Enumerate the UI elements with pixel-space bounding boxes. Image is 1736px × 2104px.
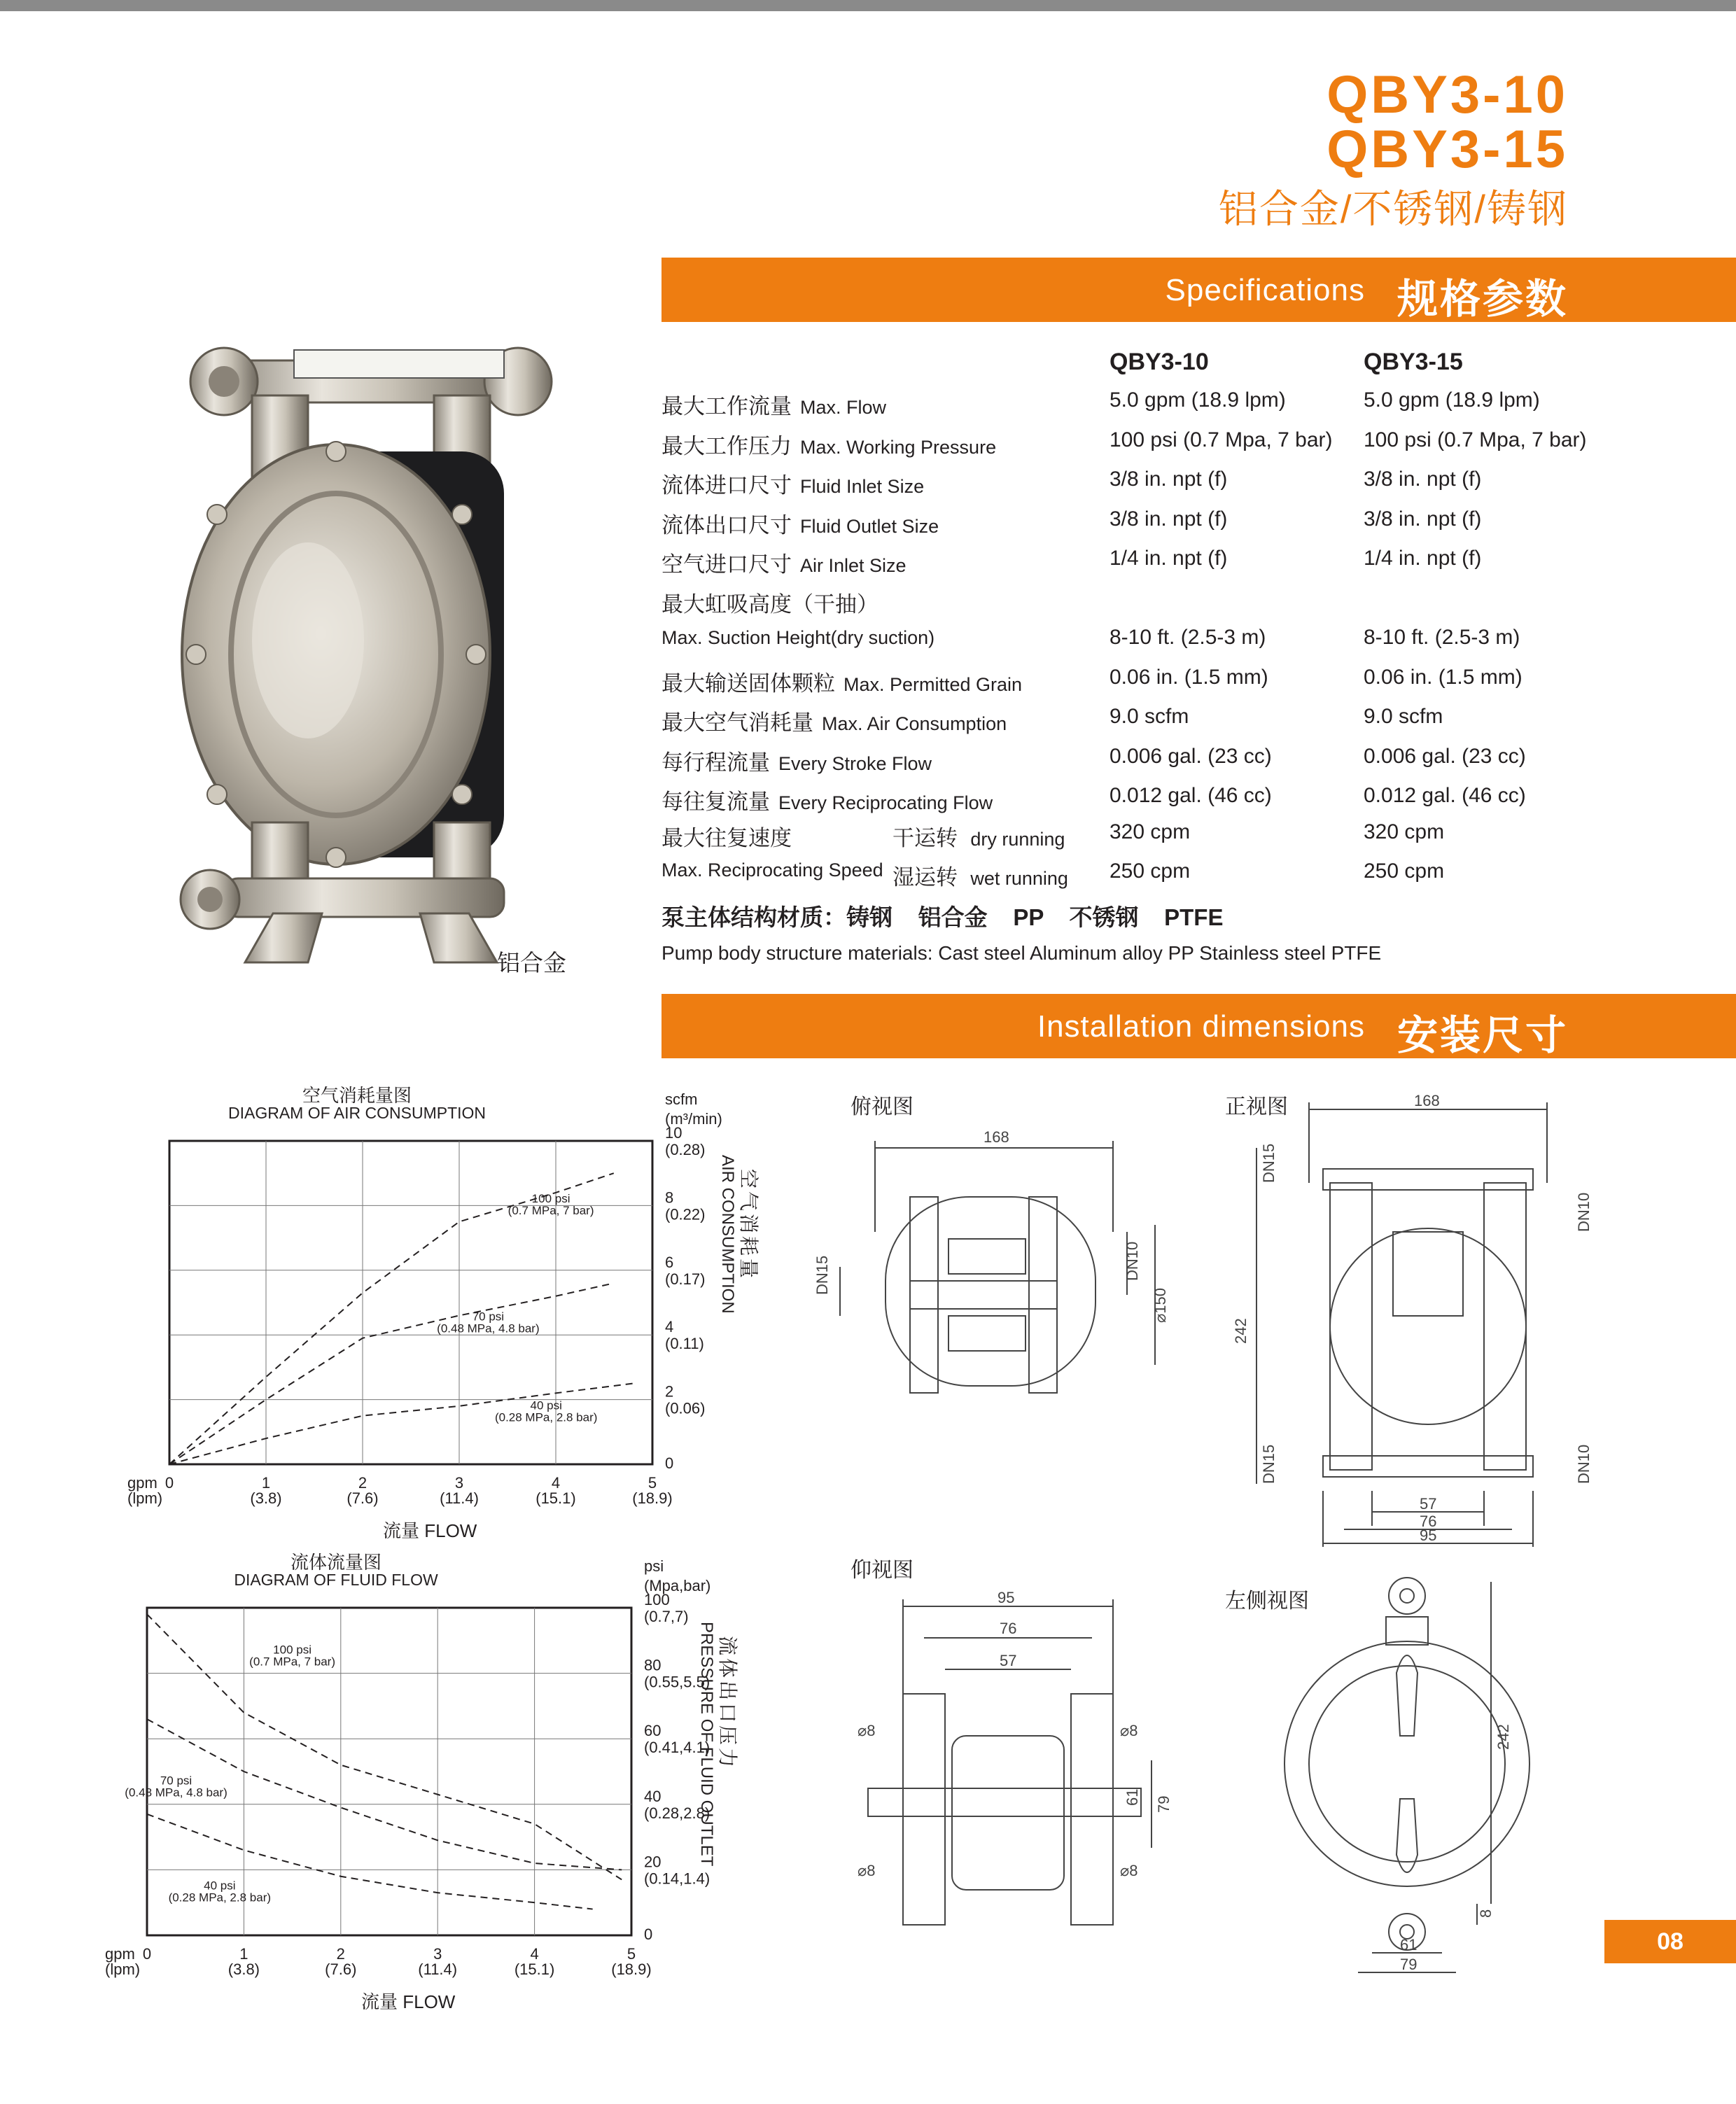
spec-value-2: 0.012 gal. (46 cc)	[1364, 784, 1526, 807]
x-unit-sub: (lpm)	[105, 1961, 141, 1978]
spec-label-cn: 最大输送固体颗粒	[662, 671, 835, 696]
x-axis-title: 流量 FLOW	[383, 1520, 477, 1541]
series-label-sub: (0.48 MPa, 4.8 bar)	[437, 1321, 540, 1335]
spec-label	[662, 468, 924, 499]
spec-label	[662, 626, 934, 650]
spec-label-en: Max. Working Pressure	[800, 436, 997, 458]
x-tick-label: 5	[648, 1474, 657, 1492]
series-label-sub: (0.28 MPa, 2.8 bar)	[168, 1891, 272, 1905]
spec-label-en: Every Reciprocating Flow	[778, 792, 993, 813]
spec-value-1: 3/8 in. npt (f)	[1110, 468, 1228, 491]
col-head-1: QBY3-10	[1110, 349, 1209, 375]
top-view-drawing	[813, 1120, 1197, 1421]
installation-bar-cn: 安装尺寸	[1396, 1013, 1568, 1058]
x-tick-sublabel: (18.9)	[632, 1489, 673, 1507]
product-image	[168, 332, 602, 976]
dim-d8: ⌀8	[858, 1862, 876, 1879]
spec-value-1: 320 cpm	[1110, 820, 1191, 843]
dim-76: 76	[1000, 1620, 1017, 1637]
y-tick-label: 60	[644, 1722, 662, 1740]
x-tick-label: 3	[433, 1945, 442, 1963]
spec-value-1: 0.012 gal. (46 cc)	[1110, 784, 1272, 807]
x-tick-label: 2	[358, 1474, 368, 1492]
y-tick-label: 0	[644, 1926, 653, 1943]
x-tick-sublabel: (3.8)	[250, 1489, 282, 1507]
x-tick-sublabel: (11.4)	[418, 1961, 458, 1978]
spec-value-1: 1/4 in. npt (f)	[1110, 547, 1228, 570]
spec-value-1: 100 psi (0.7 Mpa, 7 bar)	[1110, 428, 1333, 451]
y-tick-label: 20	[644, 1853, 662, 1871]
x-unit: gpm	[105, 1945, 135, 1963]
x-axis-title: 流量 FLOW	[361, 1991, 456, 2012]
y-tick-label: 8	[665, 1188, 674, 1207]
spec-value-2: 250 cpm	[1364, 860, 1445, 883]
spec-label-cn: 流体出口尺寸	[662, 512, 792, 538]
spec-label-en: Max. Air Consumption	[822, 713, 1007, 734]
spec-row	[662, 547, 1642, 586]
dim-79: 79	[1155, 1795, 1172, 1813]
spec-row	[662, 784, 1642, 823]
spec-value-1: 8-10 ft. (2.5-3 m)	[1110, 626, 1266, 649]
y-tick-label: 40	[644, 1787, 662, 1805]
spec-label-cn: 最大虹吸高度（干抽）	[662, 591, 878, 617]
spec-label	[662, 388, 886, 420]
chart-subtitle: DIAGRAM OF FLUID FLOW	[234, 1571, 438, 1589]
x-tick-sublabel: (3.8)	[227, 1961, 260, 1978]
spec-value-1: 5.0 gpm (18.9 lpm)	[1110, 388, 1286, 412]
spec-value-1: 0.06 in. (1.5 mm)	[1110, 665, 1268, 689]
y-tick-label: 2	[665, 1382, 674, 1401]
col-head-2: QBY3-15	[1364, 349, 1463, 375]
series-label: 70 psi	[160, 1774, 192, 1788]
materials-en: Pump body structure materials: Cast steel Aluminum alloy PP Stainless steel PTFE	[662, 942, 1382, 964]
spec-label-en: Max. Reciprocating Speed	[662, 860, 883, 881]
spec-label-cn: 最大往复速度	[662, 826, 792, 850]
y-tick-label: 100	[644, 1591, 670, 1608]
dim-61: 61	[1124, 1788, 1141, 1806]
spec-value-1: 0.006 gal. (23 cc)	[1110, 744, 1272, 768]
y-unit: psi	[644, 1557, 664, 1575]
series-label: 40 psi	[204, 1879, 236, 1893]
spec-row	[662, 507, 1642, 547]
x-unit-sub: (lpm)	[127, 1489, 163, 1507]
y-unit: scfm	[665, 1090, 698, 1108]
spec-row	[662, 745, 1642, 784]
chart-subtitle: DIAGRAM OF AIR CONSUMPTION	[227, 1104, 486, 1122]
x-tick-label: 1	[239, 1945, 248, 1963]
y-tick-label: 6	[665, 1253, 674, 1271]
x-tick-sublabel: (7.6)	[325, 1961, 357, 1978]
spec-value-2: 5.0 gpm (18.9 lpm)	[1364, 388, 1540, 412]
spec-value-2: 8-10 ft. (2.5-3 m)	[1364, 626, 1520, 649]
series-label: 70 psi	[472, 1310, 505, 1324]
spec-label	[662, 745, 932, 776]
spec-label-en: Max. Suction Height(dry suction)	[662, 627, 935, 648]
series-label: 40 psi	[530, 1398, 562, 1412]
dim-d8: ⌀8	[1120, 1862, 1138, 1879]
spec-value-2: 0.06 in. (1.5 mm)	[1364, 665, 1522, 689]
spec-label-en: Fluid Inlet Size	[800, 476, 925, 497]
spec-row	[662, 468, 1642, 507]
installation-bar	[662, 994, 1736, 1058]
x-unit: gpm	[127, 1474, 158, 1492]
dim-168: 168	[1414, 1092, 1440, 1109]
x-tick-label: 0	[164, 1474, 174, 1492]
dim-61: 61	[1400, 1936, 1418, 1954]
chart-title: 空气消耗量图	[302, 1085, 412, 1106]
spec-row	[662, 666, 1642, 705]
dim-242: 242	[1494, 1724, 1512, 1750]
spec-label	[662, 784, 993, 815]
dim-dn15: DN15	[813, 1255, 831, 1295]
spec-label-en: Every Stroke Flow	[778, 752, 932, 774]
spec-value-1: 3/8 in. npt (f)	[1110, 507, 1228, 531]
dim-76: 76	[1420, 1513, 1437, 1530]
pump-illustration	[168, 332, 602, 976]
series-label-sub: (0.48 MPa, 4.8 bar)	[125, 1786, 227, 1800]
product-caption: 铝合金	[497, 950, 566, 976]
spec-row	[662, 626, 1642, 665]
x-tick-label: 5	[626, 1945, 636, 1963]
dim-95: 95	[997, 1589, 1015, 1606]
spec-label-cn: 最大工作压力	[662, 433, 792, 458]
series-label-sub: (0.28 MPa, 2.8 bar)	[494, 1410, 598, 1424]
front-view-drawing	[1218, 1092, 1610, 1547]
spec-label-cn: 流体进口尺寸	[662, 473, 792, 498]
dim-168: 168	[983, 1128, 1009, 1146]
dim-95: 95	[1420, 1527, 1437, 1544]
series-label: 100 psi	[273, 1643, 312, 1657]
spec-label-cn: 空气进口尺寸	[662, 552, 792, 577]
y-tick-sublabel: (0.55,5.5)	[644, 1673, 710, 1691]
dim-dn15: DN15	[1260, 1143, 1278, 1183]
y-unit-sub: (m³/min)	[665, 1110, 722, 1128]
dim-dn10: DN10	[1575, 1192, 1592, 1232]
series-label: 100 psi	[531, 1191, 570, 1205]
spec-value-2: 100 psi (0.7 Mpa, 7 bar)	[1364, 428, 1587, 451]
page-number: 08	[1604, 1920, 1736, 1963]
dim-57: 57	[1000, 1652, 1017, 1669]
spec-value-1: 250 cpm	[1110, 860, 1191, 883]
y-tick-sublabel: (0.7,7)	[644, 1608, 689, 1625]
spec-label-cn: 最大空气消耗量	[662, 710, 813, 735]
spec-value-2: 1/4 in. npt (f)	[1364, 547, 1482, 570]
spec-value-2: 3/8 in. npt (f)	[1364, 468, 1482, 491]
chart-title: 流体流量图	[290, 1552, 382, 1573]
materials-cn: 泵主体结构材质：铸钢 铝合金 PP 不锈钢 PTFE	[662, 904, 1224, 930]
spec-label-cn: 最大工作流量	[662, 394, 792, 419]
installation-bar-en: Installation dimensions	[1037, 1009, 1365, 1044]
y-tick-sublabel: (0.17)	[665, 1270, 706, 1288]
dim-242: 242	[1232, 1318, 1250, 1344]
spec-label-en: Max. Permitted Grain	[844, 673, 1023, 695]
x-tick-label: 0	[142, 1945, 152, 1963]
y-tick-sublabel: (0.06)	[665, 1399, 706, 1417]
model-title-1: QBY3-10	[1326, 65, 1568, 125]
y-tick-sublabel: (0.28)	[665, 1141, 706, 1158]
series-label-sub: (0.7 MPa, 7 bar)	[507, 1203, 594, 1217]
y-axis-title-en: AIR CONSUMPTION	[718, 1155, 737, 1314]
specifications-bar	[662, 258, 1736, 322]
spec-label	[662, 666, 1022, 697]
y-axis-title-cn: 流体出口压力	[717, 1636, 738, 1771]
y-tick-label: 80	[644, 1656, 662, 1674]
dry-running-label: 干运转 dry running	[892, 826, 1065, 850]
series-line	[147, 1614, 622, 1879]
spec-label-en: Fluid Outlet Size	[800, 515, 939, 537]
dim-8: 8	[1477, 1909, 1494, 1918]
x-tick-label: 3	[454, 1474, 464, 1492]
x-tick-label: 4	[551, 1474, 561, 1492]
spec-label-en: Air Inlet Size	[800, 555, 906, 576]
x-tick-sublabel: (15.1)	[536, 1489, 576, 1507]
y-tick-label: 10	[665, 1124, 682, 1142]
model-title-2: QBY3-15	[1326, 120, 1568, 179]
y-tick-sublabel: (0.14,1.4)	[644, 1870, 710, 1888]
spec-row	[662, 705, 1642, 744]
x-tick-label: 1	[261, 1474, 271, 1492]
spec-label	[662, 705, 1007, 736]
x-tick-sublabel: (11.4)	[440, 1489, 479, 1507]
dim-dn10: DN10	[1124, 1241, 1141, 1281]
dim-d8: ⌀8	[1120, 1722, 1138, 1739]
view-label-bottom: 仰视图	[850, 1559, 913, 1582]
y-axis-title-en: PRESSURE OF FLUID OUTLET	[697, 1622, 716, 1867]
left-view-drawing	[1281, 1575, 1603, 1981]
x-tick-sublabel: (7.6)	[346, 1489, 379, 1507]
specifications-bar-en: Specifications	[1165, 273, 1365, 307]
spec-value-2: 320 cpm	[1364, 820, 1445, 843]
x-tick-sublabel: (18.9)	[611, 1961, 652, 1978]
spec-value-2: 0.006 gal. (23 cc)	[1364, 744, 1526, 768]
materials-subtitle: 铝合金/不锈钢/铸钢	[1218, 187, 1568, 231]
series-label-sub: (0.7 MPa, 7 bar)	[249, 1655, 336, 1669]
spec-label-en: Max. Flow	[800, 397, 887, 418]
series-line	[169, 1283, 614, 1464]
dim-dn10-bottom: DN10	[1575, 1444, 1592, 1484]
y-axis-title-cn: 空气消耗量	[738, 1169, 760, 1282]
spec-label	[662, 587, 878, 618]
dim-d8: ⌀8	[858, 1722, 876, 1739]
spec-row-speed-dry	[662, 820, 1642, 860]
x-tick-sublabel: (15.1)	[514, 1961, 555, 1978]
fluid-flow-plot	[105, 1548, 777, 2010]
wet-running-label: 湿运转 wet running	[892, 865, 1068, 890]
y-unit-sub: (Mpa,bar)	[644, 1577, 711, 1594]
bottom-view-drawing	[826, 1582, 1190, 1946]
spec-row	[662, 587, 1642, 626]
spec-label	[662, 507, 939, 539]
y-tick-sublabel: (0.11)	[665, 1335, 704, 1353]
spec-label-cn: 每行程流量	[662, 750, 770, 775]
spec-row	[662, 428, 1642, 468]
dim-dn15-bottom: DN15	[1260, 1444, 1278, 1484]
fluid-flow-chart	[105, 1548, 777, 2010]
spec-value-2: 3/8 in. npt (f)	[1364, 507, 1482, 531]
y-tick-label: 4	[665, 1318, 674, 1336]
air-consumption-chart	[105, 1081, 777, 1541]
view-label-left: 左侧视图	[1225, 1590, 1309, 1613]
x-tick-label: 2	[336, 1945, 345, 1963]
air-consumption-plot	[105, 1081, 777, 1541]
dim-d150: ⌀150	[1152, 1288, 1169, 1323]
view-label-front: 正视图	[1225, 1095, 1288, 1118]
top-rule	[0, 0, 1736, 11]
spec-value-1: 9.0 scfm	[1110, 705, 1189, 728]
x-tick-label: 4	[530, 1945, 539, 1963]
y-tick-sublabel: (0.41,4.1)	[644, 1739, 710, 1757]
y-tick-sublabel: (0.22)	[665, 1205, 706, 1223]
spec-row	[662, 388, 1642, 428]
view-label-top: 俯视图	[850, 1095, 913, 1118]
dim-79: 79	[1400, 1956, 1418, 1973]
spec-value-2: 9.0 scfm	[1364, 705, 1443, 728]
y-tick-label: 0	[665, 1454, 674, 1472]
spec-label-cn: 每往复流量	[662, 790, 770, 814]
spec-label	[662, 547, 906, 578]
dim-57: 57	[1420, 1495, 1437, 1513]
spec-label	[662, 428, 996, 460]
y-tick-sublabel: (0.28,2.8)	[644, 1804, 710, 1822]
specifications-bar-cn: 规格参数	[1396, 276, 1568, 322]
spec-row-speed-wet	[662, 860, 1642, 899]
